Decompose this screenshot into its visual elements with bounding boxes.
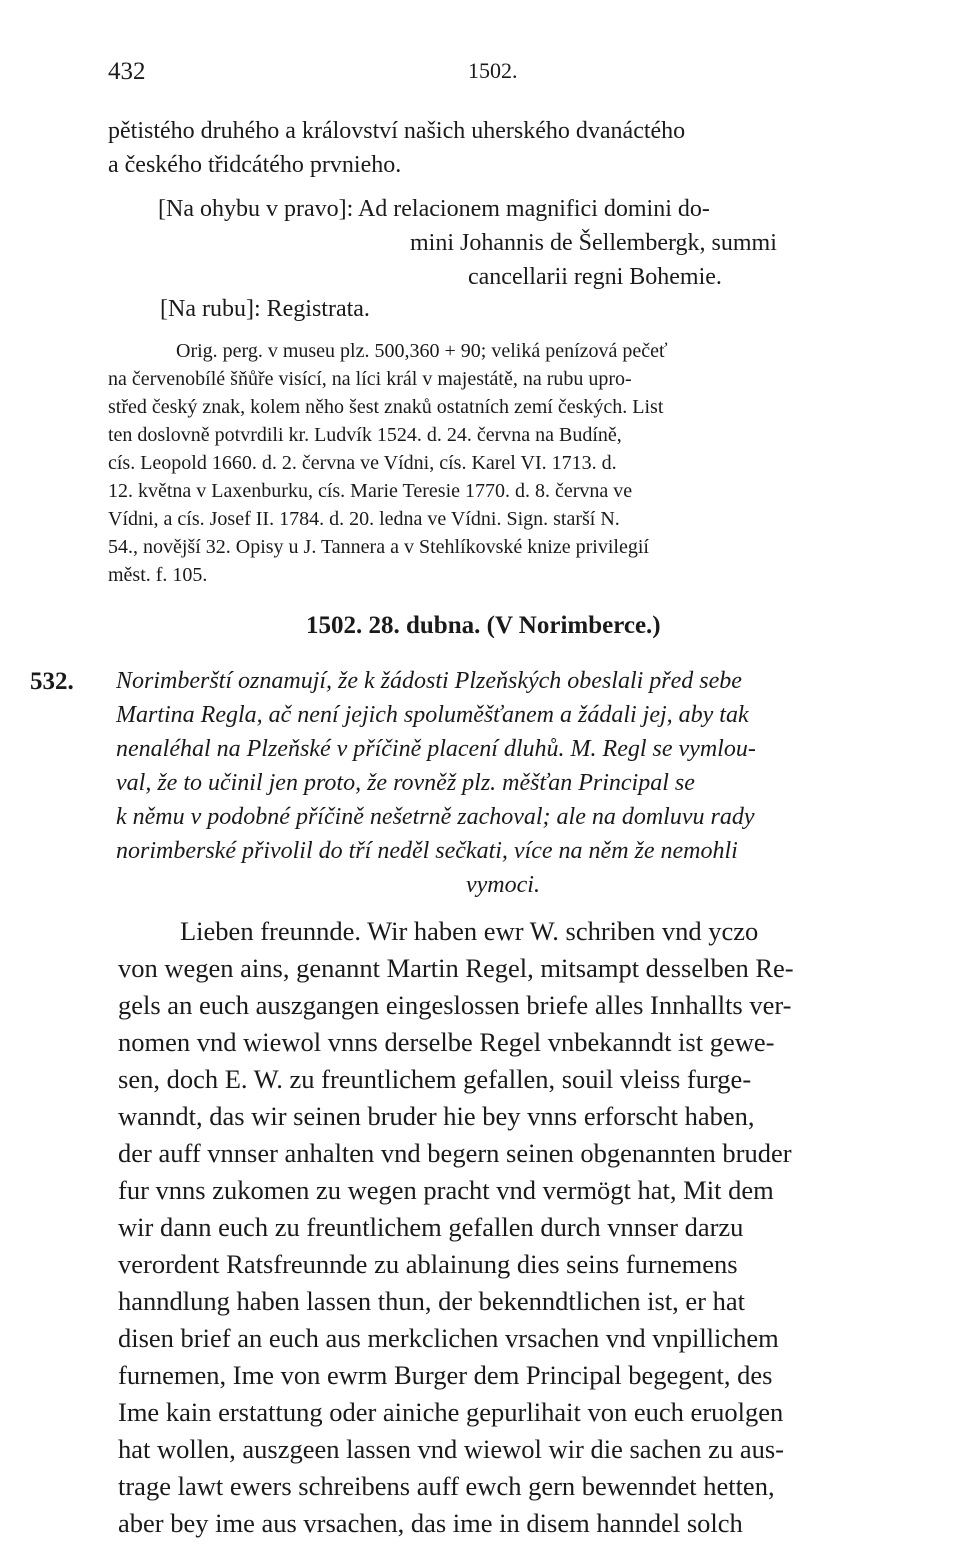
continuation-line: mini Johannis de Šellembergk, summi (410, 230, 777, 256)
source-note-line: ten doslovně potvrdili kr. Ludvík 1524. d. 24. června na Budíně, (108, 424, 622, 446)
letter-line: verordent Ratsfreunnde zu ablainung dies seins furnemens (118, 1249, 738, 1279)
letter-line: wir dann euch zu freuntlichem gefallen durch vnnser darzu (118, 1212, 744, 1242)
regest-line: vymoci. (466, 872, 540, 898)
entry-number: 532. (30, 668, 74, 695)
letter-line: der auff vnnser anhalten vnd begern seinen obgenannten bruder (118, 1138, 792, 1168)
entry-date-heading: 1502. 28. dubna. (V Norimberce.) (306, 612, 661, 639)
letter-line: hat wollen, auszgeen lassen vnd wiewol wir die sachen zu aus- (118, 1434, 784, 1464)
regest-line: k němu v podobné příčině nešetrně zachoval; ale na domluvu rady (116, 804, 755, 830)
letter-line: Lieben freunnde. Wir haben ewr W. schriben vnd yczo (180, 916, 759, 946)
letter-line: hanndlung haben lassen thun, der bekenndtlichen ist, er hat (118, 1286, 745, 1316)
letter-line: von wegen ains, genannt Martin Regel, mitsampt desselben Re- (118, 953, 794, 983)
source-note-line: 54., novější 32. Opisy u J. Tannera a v Stehlíkovské knize privilegií (108, 536, 649, 558)
continuation-line: pětistého druhého a království našich uherského dvanáctého (108, 118, 686, 144)
regest-line: norimberské přivolil do tří neděl sečkati, více na něm že nemohli (116, 838, 738, 864)
continuation-line: cancellarii regni Bohemie. (468, 264, 722, 290)
letter-line: furnemen, Ime von ewrm Burger dem Principal begegent, des (118, 1360, 773, 1390)
letter-line: wanndt, das wir seinen bruder hie bey vnns erforscht haben, (118, 1101, 755, 1131)
letter-line: gels an euch auszgangen eingeslossen briefe alles Innhallts ver- (118, 990, 792, 1020)
letter-line: fur vnns zukomen zu wegen pracht vnd vermögt hat, Mit dem (118, 1175, 774, 1205)
regest-line: Martina Regla, ač není jejich spoluměšťanem a žádali jej, aby tak (116, 702, 749, 728)
letter-line: disen brief an euch aus merkclichen vrsachen vnd vnpillichem (118, 1323, 779, 1353)
continuation-line: a českého třidcátého prvnieho. (108, 152, 402, 178)
source-note-line: na červenobílé šňůře visící, na líci král v majestátě, na rubu upro- (108, 368, 632, 390)
regest-line: Norimberští oznamují, že k žádosti Plzeňských obeslali před sebe (116, 668, 742, 694)
letter-line: Ime kain erstattung oder ainiche gepurlihait von euch eruolgen (118, 1397, 784, 1427)
source-note-line: Orig. perg. v museu plz. 500,360 + 90; veliká penízová pečeť (176, 340, 668, 362)
continuation-line: [Na rubu]: Registrata. (160, 296, 370, 322)
page-header (0, 58, 960, 98)
running-head: 1502. (468, 58, 518, 83)
source-note-line: cís. Leopold 1660. d. 2. června ve Vídni, cís. Karel VI. 1713. d. (108, 452, 617, 474)
letter-line: sen, doch E. W. zu freuntlichem gefallen, souil vleiss furge- (118, 1064, 752, 1094)
regest-line: nenaléhal na Plzeňské v příčině placení dluhů. M. Regl se vymlou- (116, 736, 756, 762)
source-note-line: Vídni, a cís. Josef II. 1784. d. 20. ledna ve Vídni. Sign. starší N. (108, 508, 620, 530)
continuation-line: [Na ohybu v pravo]: Ad relacionem magnifici domini do- (158, 196, 710, 222)
letter-line: trage lawt ewers schreibens auff ewch gern bewenndet hetten, (118, 1471, 775, 1501)
regest-line: val, že to učinil jen proto, že rovněž plz. měšťan Principal se (116, 770, 695, 796)
letter-line: nomen vnd wiewol vnns derselbe Regel vnbekanndt ist gewe- (118, 1027, 775, 1057)
source-note-line: střed český znak, kolem něho šest znaků ostatních zemí českých. List (108, 396, 664, 418)
page-number: 432 (108, 58, 146, 85)
source-note-line: měst. f. 105. (108, 564, 208, 586)
source-note-line: 12. května v Laxenburku, cís. Marie Teresie 1770. d. 8. června ve (108, 480, 633, 502)
letter-line: aber bey ime aus vrsachen, das ime in disem hanndel solch (118, 1508, 743, 1538)
